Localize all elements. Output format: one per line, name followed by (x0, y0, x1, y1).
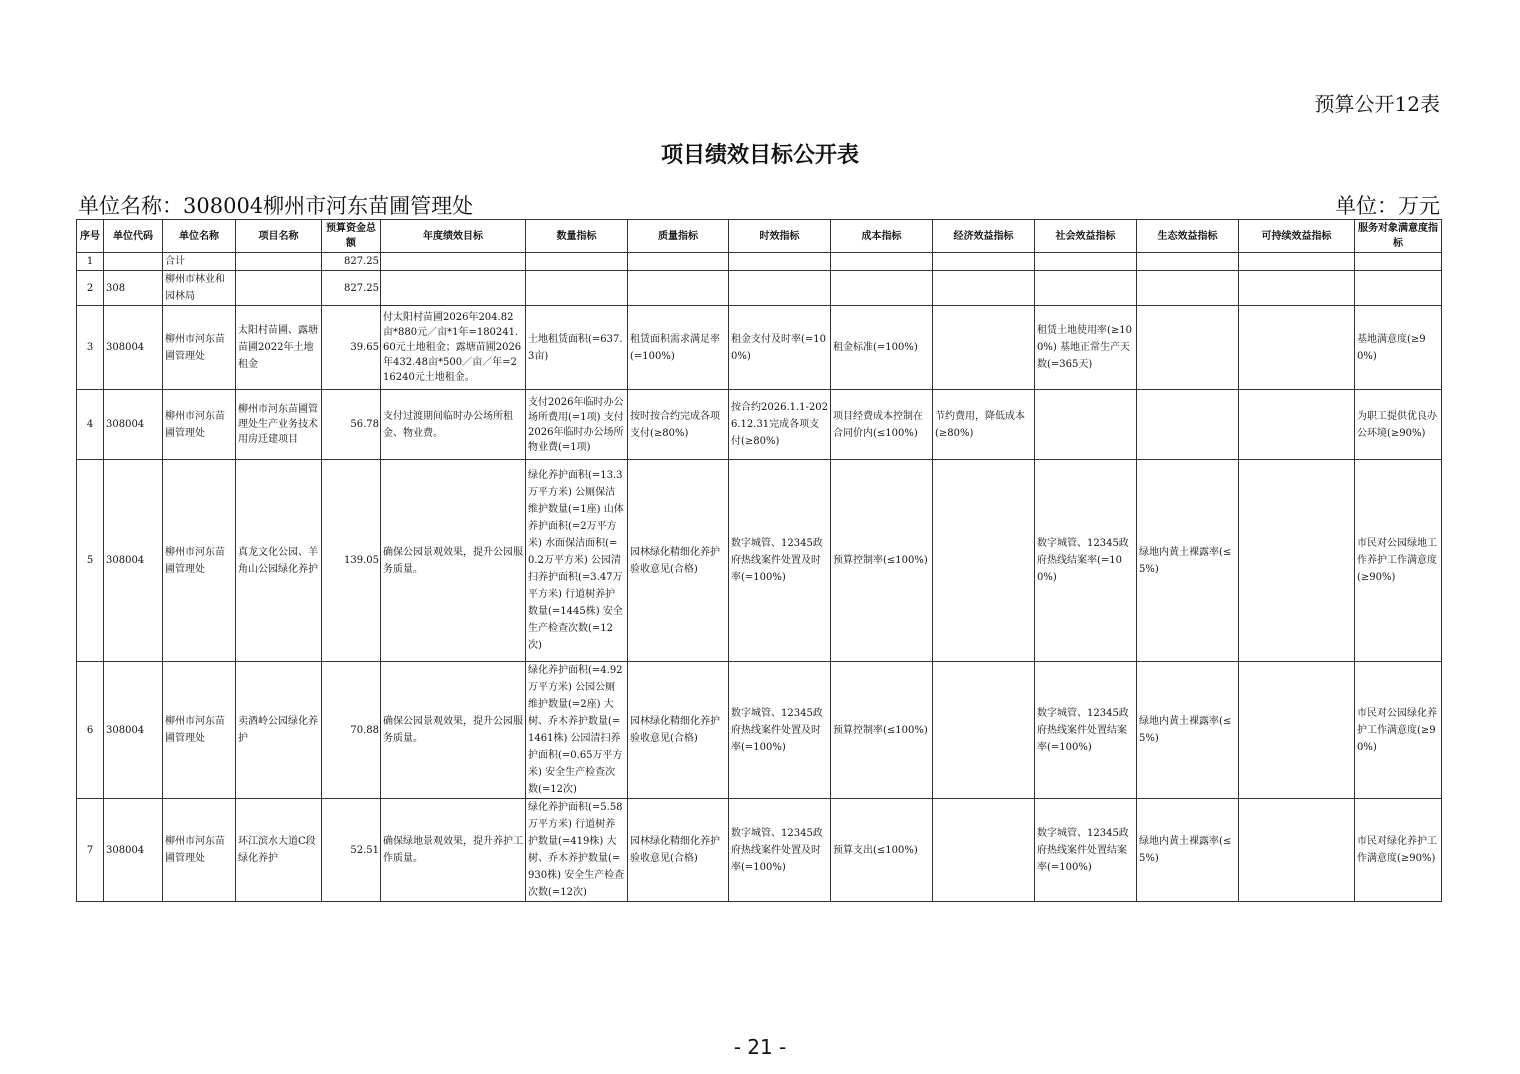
cell-amount: 827.25 (322, 253, 381, 271)
col-header-sustainable: 可持续效益指标 (1239, 220, 1355, 253)
col-header-cost: 成本指标 (831, 220, 933, 253)
cell-amount: 139.05 (322, 460, 381, 662)
table-row (77, 662, 1442, 799)
cell-satisfaction: 市民对绿化养护工作满意度(≥90%) (1355, 799, 1442, 902)
cell-cost (831, 271, 933, 306)
cell-satisfaction: 市民对公园绿地工作养护工作满意度(≥90%) (1355, 460, 1442, 662)
cell-social (1035, 271, 1137, 306)
col-header-quality: 质量指标 (628, 220, 729, 253)
cell-ecological: 绿地内黄土裸露率(≤5%) (1137, 662, 1239, 799)
cell-project (236, 253, 322, 271)
cell-timeliness: 租金支付及时率(=100%) (729, 306, 831, 390)
table-row (77, 253, 1442, 271)
cell-seq: 6 (77, 662, 104, 799)
cell-economic (933, 253, 1035, 271)
cell-ecological: 绿地内黄土裸露率(≤5%) (1137, 799, 1239, 902)
cell-code: 308 (104, 271, 163, 306)
cell-satisfaction: 为职工提供优良办公环境(≥90%) (1355, 390, 1442, 460)
cell-quantity: 土地租赁面积(=637.3亩) (526, 306, 628, 390)
page-number: - 21 - (733, 1035, 787, 1059)
cell-sustainable (1239, 662, 1355, 799)
cell-cost: 租金标准(=100%) (831, 306, 933, 390)
cell-timeliness: 数字城管、12345政府热线案件处置及时率(=100%) (729, 460, 831, 662)
col-header-project: 项目名称 (236, 220, 322, 253)
cell-ecological (1137, 306, 1239, 390)
cell-timeliness: 按合约2026.1.1-2026.12.31完成各项支付(≥80%) (729, 390, 831, 460)
cell-seq: 5 (77, 460, 104, 662)
cell-seq: 2 (77, 271, 104, 306)
cell-goal: 确保公园景观效果，提升公园服务质量。 (381, 460, 526, 662)
cell-economic (933, 662, 1035, 799)
cell-quality: 租赁面积需求满足率(=100%) (628, 306, 729, 390)
cell-timeliness (729, 253, 831, 271)
cell-unit: 合计 (163, 253, 236, 271)
table-row (77, 271, 1442, 306)
table-header-row (77, 220, 1442, 253)
col-header-ecological: 生态效益指标 (1137, 220, 1239, 253)
unit-label: 单位：万元 (1335, 194, 1440, 218)
cell-amount: 39.65 (322, 306, 381, 390)
cell-seq: 3 (77, 306, 104, 390)
cell-social: 数字城管、12345政府热线结案率(=100%) (1035, 460, 1137, 662)
cell-satisfaction (1355, 271, 1442, 306)
cell-timeliness (729, 271, 831, 306)
cell-unit: 柳州市河东苗圃管理处 (163, 390, 236, 460)
cell-quantity (526, 271, 628, 306)
col-header-goal: 年度绩效目标 (381, 220, 526, 253)
cell-cost: 项目经费成本控制在合同价内(≤100%) (831, 390, 933, 460)
table-row (77, 390, 1442, 460)
cell-sustainable (1239, 306, 1355, 390)
col-header-economic: 经济效益指标 (933, 220, 1035, 253)
cell-unit: 柳州市河东苗圃管理处 (163, 662, 236, 799)
cell-project: 柳州市河东苗圃管理处生产业务技术用房迁建项目 (236, 390, 322, 460)
cell-sustainable (1239, 390, 1355, 460)
table-number: 预算公开12表 (1314, 92, 1440, 116)
cell-economic (933, 799, 1035, 902)
cell-social: 租赁土地使用率(≥100%) 基地正常生产天数(=365天) (1035, 306, 1137, 390)
cell-sustainable (1239, 460, 1355, 662)
cell-sustainable (1239, 271, 1355, 306)
cell-social (1035, 390, 1137, 460)
cell-goal: 确保绿地景观效果，提升养护工作质量。 (381, 799, 526, 902)
cell-social (1035, 253, 1137, 271)
cell-amount: 827.25 (322, 271, 381, 306)
cell-project: 卖酒岭公园绿化养护 (236, 662, 322, 799)
cell-ecological (1137, 271, 1239, 306)
cell-code: 308004 (104, 460, 163, 662)
cell-economic (933, 271, 1035, 306)
cell-unit: 柳州市河东苗圃管理处 (163, 460, 236, 662)
cell-amount: 70.88 (322, 662, 381, 799)
cell-quality (628, 271, 729, 306)
cell-project: 环江滨水大道C段绿化养护 (236, 799, 322, 902)
cell-quantity: 绿化养护面积(=13.3万平方米) 公厕保洁维护数量(=1座) 山体养护面积(=2万平方米) 水面保洁面积(=0.2万平方米) 公园清扫养护面积(=3.47万平方米) 行道树养护数量(=1445株) 安全生产检查次数(=12次) (526, 460, 628, 662)
col-header-social: 社会效益指标 (1035, 220, 1137, 253)
cell-amount: 56.78 (322, 390, 381, 460)
cell-unit: 柳州市河东苗圃管理处 (163, 306, 236, 390)
cell-social: 数字城管、12345政府热线案件处置结案率(=100%) (1035, 799, 1137, 902)
cell-ecological (1137, 390, 1239, 460)
unit-line (76, 190, 1440, 218)
cell-satisfaction (1355, 253, 1442, 271)
cell-quantity: 支付2026年临时办公场所费用(=1项) 支付2026年临时办公场所物业费(=1项) (526, 390, 628, 460)
cell-satisfaction: 市民对公园绿化养护工作满意度(≥90%) (1355, 662, 1442, 799)
col-header-amount: 预算资金总额 (322, 220, 381, 253)
col-header-timeliness: 时效指标 (729, 220, 831, 253)
performance-table (76, 219, 1442, 902)
cell-quality: 按时按合约完成各项支付(≥80%) (628, 390, 729, 460)
col-header-seq: 序号 (77, 220, 104, 253)
cell-code: 308004 (104, 306, 163, 390)
cell-project: 真龙文化公园、羊角山公园绿化养护 (236, 460, 322, 662)
cell-project: 太阳村苗圃、露塘苗圃2022年土地租金 (236, 306, 322, 390)
cell-goal (381, 253, 526, 271)
cell-ecological (1137, 253, 1239, 271)
document-title: 项目绩效目标公开表 (660, 143, 859, 168)
col-header-unit: 单位名称 (163, 220, 236, 253)
cell-timeliness: 数字城管、12345政府热线案件处置及时率(=100%) (729, 799, 831, 902)
cell-cost: 预算支出(≤100%) (831, 799, 933, 902)
cell-amount: 52.51 (322, 799, 381, 902)
unit-name: 单位名称：308004柳州市河东苗圃管理处 (78, 194, 474, 218)
cell-goal: 支付过渡期间临时办公场所租金、物业费。 (381, 390, 526, 460)
table-row (77, 460, 1442, 662)
cell-economic: 节约费用，降低成本(≥80%) (933, 390, 1035, 460)
cell-sustainable (1239, 799, 1355, 902)
cell-unit: 柳州市河东苗圃管理处 (163, 799, 236, 902)
cell-quality: 园林绿化精细化养护验收意见(合格) (628, 460, 729, 662)
cell-seq: 1 (77, 253, 104, 271)
cell-ecological: 绿地内黄土裸露率(≤5%) (1137, 460, 1239, 662)
col-header-quantity: 数量指标 (526, 220, 628, 253)
cell-economic (933, 306, 1035, 390)
cell-seq: 4 (77, 390, 104, 460)
cell-quantity: 绿化养护面积(=5.58万平方米) 行道树养护数量(=419株) 大树、乔木养护数量(=930株) 安全生产检查次数(=12次) (526, 799, 628, 902)
cell-code: 308004 (104, 662, 163, 799)
cell-quality: 园林绿化精细化养护验收意见(合格) (628, 799, 729, 902)
cell-satisfaction: 基地满意度(≥90%) (1355, 306, 1442, 390)
cell-quantity: 绿化养护面积(=4.92万平方米) 公园公厕维护数量(=2座) 大树、乔木养护数量(=1461株) 公园清扫养护面积(=0.65万平方米) 安全生产检查次数(=12次) (526, 662, 628, 799)
cell-economic (933, 460, 1035, 662)
cell-cost (831, 253, 933, 271)
table-row (77, 799, 1442, 902)
cell-goal: 付太阳村苗圃2026年204.82亩*880元／亩*1年=180241.60元土地租金；露塘苗圃2026年432.48亩*500／亩／年=216240元土地租金。 (381, 306, 526, 390)
cell-sustainable (1239, 253, 1355, 271)
cell-timeliness: 数字城管、12345政府热线案件处置及时率(=100%) (729, 662, 831, 799)
cell-quantity (526, 253, 628, 271)
cell-unit: 柳州市林业和园林局 (163, 271, 236, 306)
col-header-satisfaction: 服务对象满意度指标 (1355, 220, 1442, 253)
cell-quality (628, 253, 729, 271)
cell-social: 数字城管、12345政府热线案件处置结案率(=100%) (1035, 662, 1137, 799)
cell-code: 308004 (104, 799, 163, 902)
cell-code (104, 253, 163, 271)
cell-code: 308004 (104, 390, 163, 460)
col-header-code: 单位代码 (104, 220, 163, 253)
cell-project (236, 271, 322, 306)
cell-goal (381, 271, 526, 306)
table-row (77, 306, 1442, 390)
cell-quality: 园林绿化精细化养护验收意见(合格) (628, 662, 729, 799)
cell-goal: 确保公园景观效果，提升公园服务质量。 (381, 662, 526, 799)
cell-cost: 预算控制率(≤100%) (831, 662, 933, 799)
cell-seq: 7 (77, 799, 104, 902)
cell-cost: 预算控制率(≤100%) (831, 460, 933, 662)
